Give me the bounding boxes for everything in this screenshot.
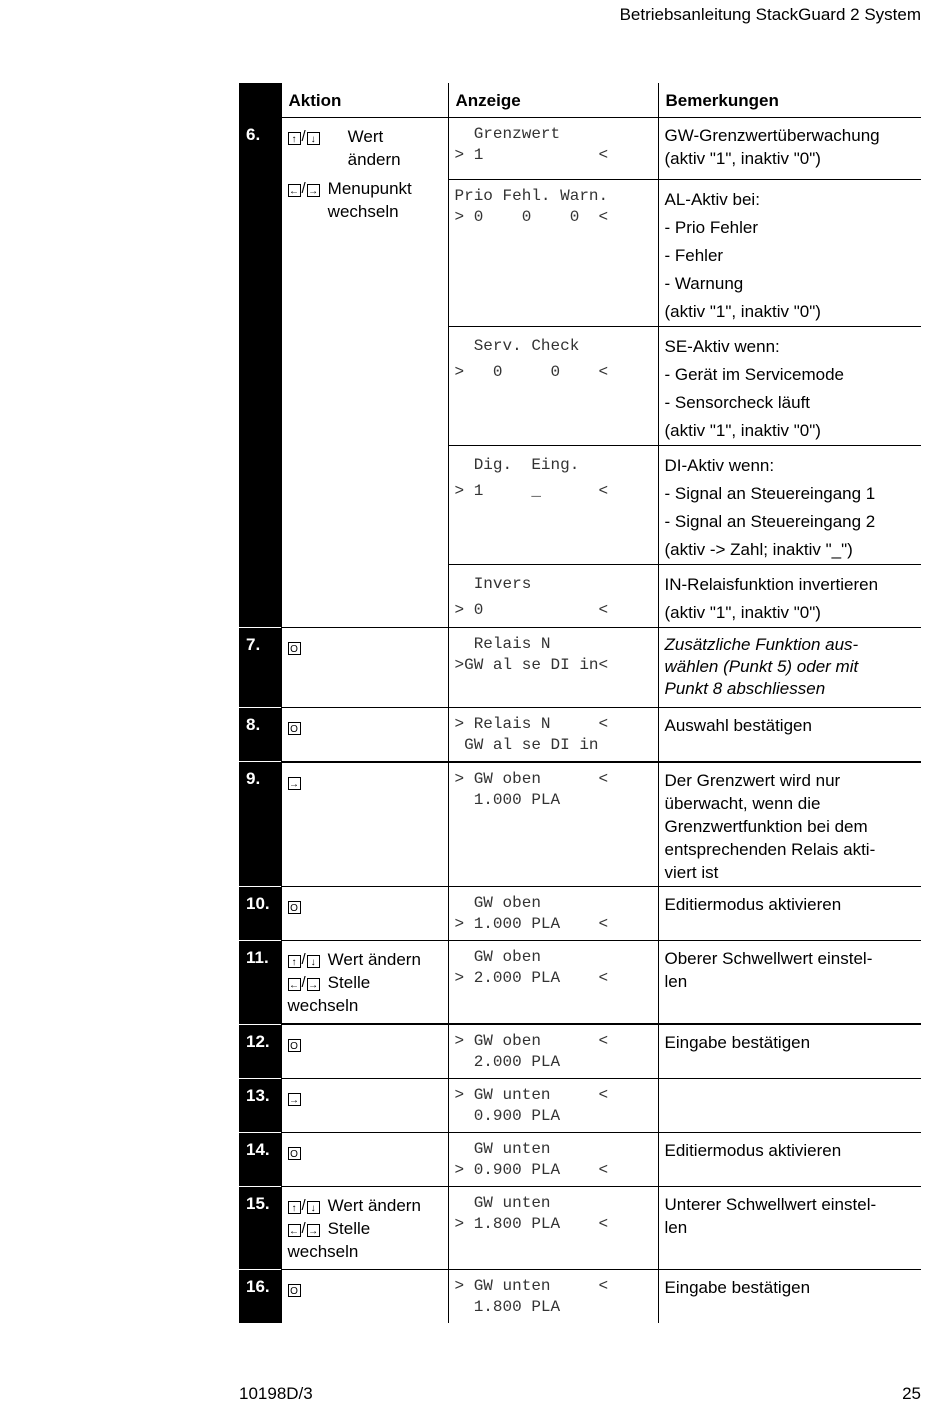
step-action bbox=[281, 628, 448, 708]
operation-steps-table bbox=[239, 83, 921, 1323]
table-row bbox=[239, 1024, 921, 1078]
step-number: 14. bbox=[239, 1132, 281, 1186]
step-number: 13. bbox=[239, 1078, 281, 1132]
remarks-text: SE-Aktiv wenn: - Gerät im Servicemode - Sensorcheck läuft (aktiv "1", inaktiv "0") bbox=[658, 327, 921, 446]
table-header-row bbox=[239, 83, 921, 118]
remarks-text bbox=[658, 1078, 921, 1132]
ok-key-icon: O bbox=[288, 642, 301, 655]
page-number: 25 bbox=[902, 1384, 921, 1403]
remarks-text: Der Grenzwert wird nur überwacht, wenn die Grenzwertfunktion bei dem entsprechenden Relais akti- viert ist bbox=[658, 762, 921, 887]
display-text: > GW oben < 1.000 PLA bbox=[448, 762, 658, 887]
step-number: 11. bbox=[239, 941, 281, 1025]
action-header: Aktion bbox=[281, 83, 448, 118]
remarks-text: Eingabe bestätigen bbox=[658, 1024, 921, 1078]
arrow-left-key-icon: ← bbox=[289, 980, 299, 991]
table-row bbox=[239, 1186, 921, 1269]
arrow-right-key-icon: → bbox=[289, 1094, 299, 1106]
display-text: GW oben > 1.000 PLA < bbox=[448, 887, 658, 941]
display-text: GW unten > 1.800 PLA < bbox=[448, 1186, 658, 1269]
remarks-text: AL-Aktiv bei: - Prio Fehler - Fehler - Warnung (aktiv "1", inaktiv "0") bbox=[658, 180, 921, 327]
remarks-text: GW-Grenzwertüberwachung (aktiv "1", inaktiv "0") bbox=[658, 118, 921, 180]
arrow-right-key-icon: → bbox=[308, 980, 319, 991]
table-row bbox=[239, 1132, 921, 1186]
display-text: Serv. Check > 0 0 < bbox=[448, 327, 658, 446]
step-number-header bbox=[239, 83, 281, 118]
ok-key-icon: O bbox=[288, 1147, 301, 1160]
ok-key-icon: O bbox=[288, 722, 301, 735]
display-text: > Relais N < GW al se DI in bbox=[448, 708, 658, 762]
ok-key-icon: O bbox=[288, 1039, 301, 1052]
step-action bbox=[281, 1269, 448, 1323]
step-number: 10. bbox=[239, 887, 281, 941]
table-row bbox=[239, 1078, 921, 1132]
display-text: Invers > 0 < bbox=[448, 565, 658, 628]
arrow-down-key-icon: ↓ bbox=[307, 132, 320, 145]
arrow-left-key-icon: ← bbox=[289, 186, 299, 197]
remarks-text: IN-Relaisfunktion invertieren (aktiv "1", inaktiv "0") bbox=[658, 565, 921, 628]
remarks-text: Unterer Schwellwert einstel- len bbox=[658, 1186, 921, 1269]
remarks-text: DI-Aktiv wenn: - Signal an Steuereingang 1 - Signal an Steuereingang 2 (aktiv -> Zahl; inaktiv "_") bbox=[658, 446, 921, 565]
step-action bbox=[281, 1024, 448, 1078]
table-row bbox=[239, 628, 921, 708]
display-text: > GW unten < 1.800 PLA bbox=[448, 1269, 658, 1323]
step-action: ↑ / ↓ Wert ändern ← / → Stelle wechseln bbox=[281, 941, 448, 1025]
remarks-text: Oberer Schwellwert einstel- len bbox=[658, 941, 921, 1025]
step-action: ↑ / ↓ Wert ändern ← / → Menupunkt wechseln bbox=[281, 118, 448, 628]
arrow-down-key-icon: ↓ bbox=[307, 955, 320, 968]
remarks-header: Bemerkungen bbox=[658, 83, 921, 118]
step-action: ↑ / ↓ Wert ändern ← / → Stelle wechseln bbox=[281, 1186, 448, 1269]
display-text: GW oben > 2.000 PLA < bbox=[448, 941, 658, 1025]
arrow-right-key-icon: → bbox=[308, 186, 319, 197]
table-row bbox=[239, 118, 921, 180]
arrow-up-key-icon: ↑ bbox=[288, 1201, 301, 1214]
arrow-right-key-icon: → bbox=[308, 1225, 319, 1237]
arrow-up-key-icon: ↑ bbox=[288, 955, 301, 968]
ok-key-icon: O bbox=[288, 1284, 301, 1297]
remarks-text: Editiermodus aktivieren bbox=[658, 1132, 921, 1186]
arrow-left-key-icon: ← bbox=[289, 1225, 299, 1237]
step-number: 16. bbox=[239, 1269, 281, 1323]
display-text: > GW unten < 0.900 PLA bbox=[448, 1078, 658, 1132]
table-row bbox=[239, 941, 921, 1025]
display-text: Prio Fehl. Warn. > 0 0 0 < bbox=[448, 180, 658, 327]
table-row bbox=[239, 708, 921, 762]
page-header-title: Betriebsanleitung StackGuard 2 System bbox=[619, 5, 921, 24]
step-action bbox=[281, 1078, 448, 1132]
step-number: 15. bbox=[239, 1186, 281, 1269]
remarks-text: Editiermodus aktivieren bbox=[658, 887, 921, 941]
arrow-down-key-icon: ↓ bbox=[307, 1201, 320, 1214]
step-action bbox=[281, 1132, 448, 1186]
step-number: 7. bbox=[239, 628, 281, 708]
table-row bbox=[239, 887, 921, 941]
table-row bbox=[239, 1269, 921, 1323]
display-text: GW unten > 0.900 PLA < bbox=[448, 1132, 658, 1186]
remarks-text: Eingabe bestätigen bbox=[658, 1269, 921, 1323]
arrow-right-key-icon: → bbox=[289, 778, 299, 790]
step-action bbox=[281, 708, 448, 762]
display-text: Dig. Eing. > 1 _ < bbox=[448, 446, 658, 565]
remarks-text: Zusätzliche Funktion aus- wählen (Punkt 5) oder mit Punkt 8 abschliessen bbox=[658, 628, 921, 708]
arrow-up-key-icon: ↑ bbox=[288, 132, 301, 145]
display-text: Grenzwert > 1 < bbox=[448, 118, 658, 180]
step-action bbox=[281, 762, 448, 887]
step-number: 8. bbox=[239, 708, 281, 762]
step-number: 9. bbox=[239, 762, 281, 887]
display-header: Anzeige bbox=[448, 83, 658, 118]
step-number: 6. bbox=[239, 118, 281, 628]
table-row bbox=[239, 762, 921, 887]
step-action bbox=[281, 887, 448, 941]
ok-key-icon: O bbox=[288, 901, 301, 914]
document-id: 10198D/3 bbox=[239, 1384, 313, 1403]
display-text: > GW oben < 2.000 PLA bbox=[448, 1024, 658, 1078]
display-text: Relais N >GW al se DI in< bbox=[448, 628, 658, 708]
remarks-text: Auswahl bestätigen bbox=[658, 708, 921, 762]
step-number: 12. bbox=[239, 1024, 281, 1078]
